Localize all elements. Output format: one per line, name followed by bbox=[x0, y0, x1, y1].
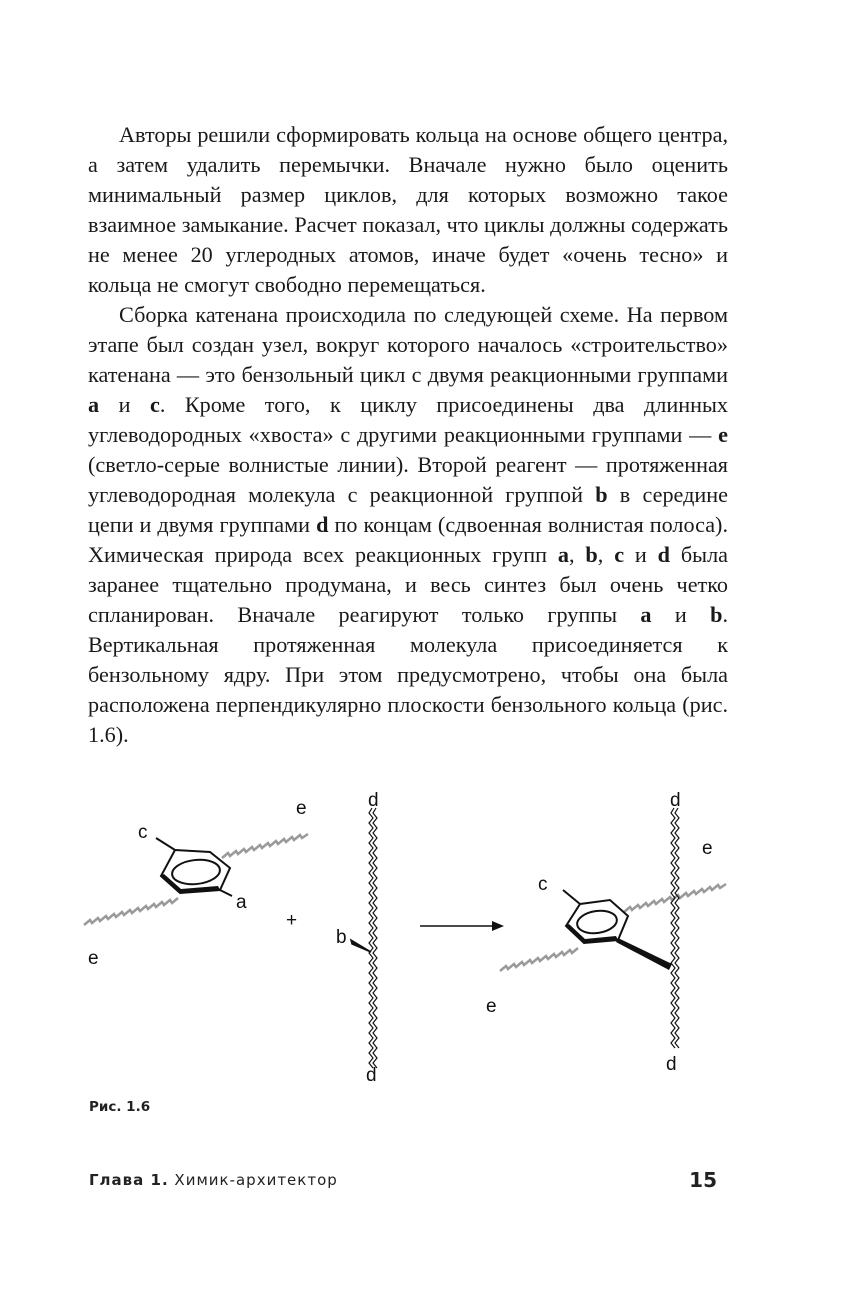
left-tail-lower-chain bbox=[84, 898, 178, 925]
paragraph-1: Авторы решили сформировать кольца на основе общего центра, а затем удалить перемычки. Вначале нужно было оценить минимальный размер циклов, для которых возможно такое взаимное замыкание. Расчет показал, что циклы должны содержать не менее 20 углеродных атомов, иначе будет «очень тесно» и кольца не смогут свободно перемещаться. bbox=[88, 122, 728, 297]
group-label: d bbox=[316, 512, 329, 537]
group-label: c bbox=[149, 392, 160, 417]
group-label: b bbox=[595, 482, 608, 507]
label-right-e-bottom: e bbox=[486, 996, 497, 1017]
catenane-scheme-diagram bbox=[60, 780, 780, 1100]
arrow-head bbox=[492, 921, 504, 931]
right-product-molecule bbox=[486, 790, 726, 1075]
group-label: b bbox=[710, 602, 723, 627]
plus-sign: + bbox=[286, 910, 298, 931]
middle-wedge-b bbox=[351, 940, 371, 952]
body-text bbox=[88, 120, 728, 750]
left-bond-c bbox=[156, 838, 175, 850]
reaction-arrow bbox=[420, 921, 504, 931]
label-left-c: c bbox=[138, 822, 148, 843]
running-footer-chapter bbox=[89, 1171, 338, 1189]
middle-chain-line-1 bbox=[369, 808, 373, 1068]
right-chain-line-1 bbox=[671, 808, 675, 1048]
label-right-c: c bbox=[538, 874, 548, 895]
figure-1-6 bbox=[60, 780, 780, 1100]
label-right-e-top: e bbox=[702, 838, 713, 859]
label-mid-b: b bbox=[336, 927, 347, 948]
left-bond-a bbox=[220, 890, 232, 896]
group-label: a bbox=[88, 392, 100, 417]
label-left-a: a bbox=[236, 892, 247, 913]
group-label: c bbox=[614, 542, 625, 567]
label-mid-d-top: d bbox=[368, 790, 379, 811]
chapter-label: Глава 1. bbox=[89, 1171, 169, 1189]
label-right-d-bottom: d bbox=[666, 1054, 677, 1075]
group-label: b bbox=[585, 542, 598, 567]
left-tail-upper-chain bbox=[222, 834, 308, 858]
label-right-d-top: d bbox=[670, 790, 681, 811]
middle-chain-molecule bbox=[336, 790, 379, 1086]
chapter-title: Химик-архитектор bbox=[174, 1171, 338, 1189]
label-mid-d-bottom: d bbox=[366, 1065, 377, 1086]
right-tail-lower-chain bbox=[500, 948, 578, 971]
left-benzene-molecule bbox=[84, 798, 308, 969]
paragraph-2: Сборка катенана происходила по следующей схеме. На первом этапе был создан узел, вокруг которого началось «строительство» катенана — это бензольный цикл с двумя реакционными группами a и c. Кроме того, к циклу присоединены два длинных углеводородных «хвоста» с другими реакционными группами — e (светло-серые волнистые линии). Второй реагент — протяженная углеводородная молекула с реакционной группой b в середине цепи и двумя группами d по концам (сдвоенная волнистая полоса). Химическая природа всех реакционных групп a, b, c и d была заранее тщательно продумана, и весь синтез был очень четко спланирован. Вначале реагируют только группы a и b. Вертикальная протяженная молекула присоединяется к бензольному ядру. При этом предусмотрено, чтобы она была расположена перпендикулярно плоскости бензольного кольца (рис. 1.6). bbox=[88, 302, 729, 747]
group-label: a bbox=[557, 542, 569, 567]
page-footer bbox=[89, 1168, 717, 1194]
right-wedge-bond bbox=[616, 938, 672, 970]
group-label: e bbox=[718, 422, 728, 447]
page-number: 15 bbox=[689, 1168, 717, 1192]
figure-caption: Рис. 1.6 bbox=[89, 1099, 151, 1115]
right-hexagon bbox=[566, 900, 628, 943]
right-bond-c bbox=[563, 890, 580, 904]
label-left-e-bottom: e bbox=[88, 948, 99, 969]
group-label: d bbox=[657, 542, 671, 567]
label-left-e-top: e bbox=[296, 798, 307, 819]
group-label: a bbox=[640, 602, 652, 627]
